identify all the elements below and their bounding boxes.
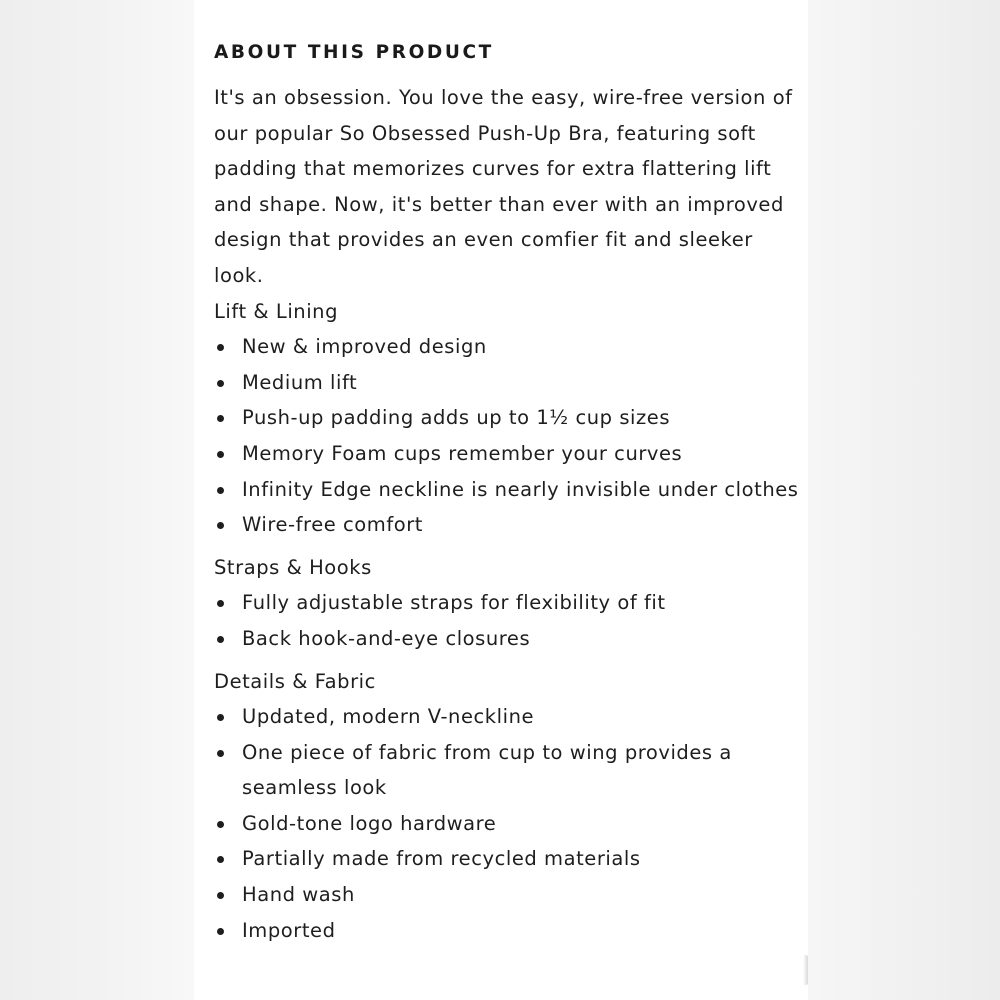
bullet-icon [217, 380, 224, 387]
section-heading: ABOUT THIS PRODUCT [214, 42, 494, 63]
list-item: Fully adjustable straps for flexibility of fit [214, 585, 804, 621]
list-item: One piece of fabric from cup to wing provides a seamless look [214, 735, 804, 806]
background-right [808, 0, 1000, 1000]
list-item: Wire-free comfort [214, 507, 804, 543]
list-item: Updated, modern V-neckline [214, 699, 804, 735]
bullet-icon [217, 714, 224, 721]
scroll-edge-indicator [803, 955, 808, 985]
bullet-icon [217, 451, 224, 458]
section-title-details-fabric: Details & Fabric [214, 669, 376, 693]
list-item: Imported [214, 913, 804, 949]
product-intro: It's an obsession. You love the easy, wire-free version of our popular So Obsessed Push-Up Bra, featuring soft padding that memorizes curves for extra flattering lift and shape. Now, it's better than ever with an improved design that provides an even comfier fit and sleeker look. [214, 86, 793, 287]
bullet-icon [217, 600, 224, 607]
bullet-icon [217, 750, 224, 757]
bullet-icon [217, 856, 224, 863]
bullet-icon [217, 892, 224, 899]
bullet-icon [217, 636, 224, 643]
section-title-lift-lining: Lift & Lining [214, 299, 338, 323]
list-straps-hooks [214, 585, 804, 656]
list-item: Infinity Edge neckline is nearly invisible under clothes [214, 472, 804, 508]
section-title-straps-hooks: Straps & Hooks [214, 555, 372, 579]
list-item: Medium lift [214, 365, 804, 401]
list-item: Hand wash [214, 877, 804, 913]
list-item: Back hook-and-eye closures [214, 621, 804, 657]
bullet-icon [217, 415, 224, 422]
bullet-icon [217, 522, 224, 529]
bullet-icon [217, 344, 224, 351]
product-description-panel [194, 0, 808, 1000]
list-item: Partially made from recycled materials [214, 841, 804, 877]
product-description-content [214, 80, 804, 948]
bullet-icon [217, 928, 224, 935]
list-lift-lining [214, 329, 804, 543]
list-item: Memory Foam cups remember your curves [214, 436, 804, 472]
list-item: New & improved design [214, 329, 804, 365]
background-left [0, 0, 194, 1000]
bullet-icon [217, 821, 224, 828]
list-details-fabric [214, 699, 804, 948]
bullet-icon [217, 487, 224, 494]
list-item: Push-up padding adds up to 1½ cup sizes [214, 400, 804, 436]
list-item: Gold-tone logo hardware [214, 806, 804, 842]
